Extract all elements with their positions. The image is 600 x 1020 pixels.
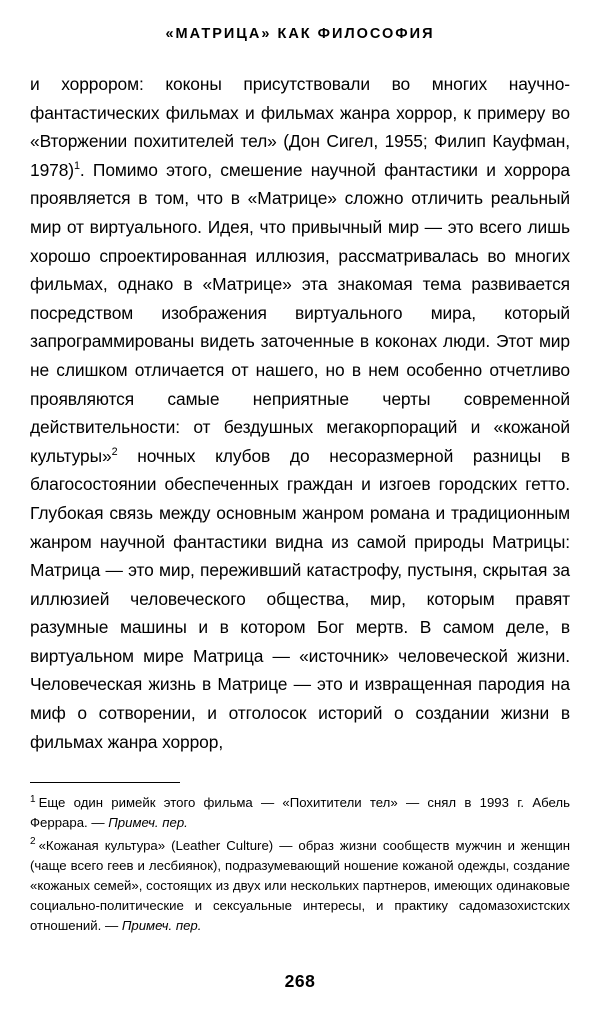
footnote-separator <box>30 782 180 783</box>
page-number: 268 <box>284 971 316 991</box>
footnote-marker: 2 <box>30 836 36 848</box>
footnote-ref-2[interactable]: 2 <box>111 445 118 458</box>
footnote-item <box>30 836 570 937</box>
body-text-part-2: . Помимо этого, смешение научной фантастики и хоррора проявляется в том, что в «Матрице» сложно отличить реальный мир от виртуального. Идея, что привычный мир — это всего лишь хорошо спроектированная иллюзия, рассматривалась во многих фильмах, однако в «Матрице» эта знакомая тема развивается посредством изображения виртуального мира, который запрограммированы видеть заточенные в коконах люди. Этот мир не слишком отличается от нашего, но в нем особенно отчетливо проявляются самые неприятные черты современной действительности: от бездушных мегакорпораций и «кожаной культуры» <box>30 159 570 466</box>
footnote-attribution: Примеч. пер. <box>108 815 188 831</box>
footnote-text: Еще один римейк этого фильма — «Похитители тел» — снял в 1993 г. Абель Феррара. — <box>30 795 570 831</box>
footnote-ref-1[interactable]: 1 <box>73 159 80 172</box>
footnote-item <box>30 793 570 833</box>
body-text-part-3: ночных клубов до несоразмерной разницы в благосостоянии обеспеченных граждан и изгоев городских гетто. Глубокая связь между основным жанром романа и традиционным жанром научной фантастики видна из самой природы Матрицы: Матрица — это мир, переживший катастрофу, пустыня, скрытая за иллюзией человеческого общества, мир, которым правят разумные машины и в котором Бог мертв. В самом деле, в виртуальном мире Матрица — «источник» человеческой жизни. Человеческая жизнь в Матрице — это и извращенная пародия на миф о сотворении, и отголосок историй о создании жизни в фильмах жанра хоррор, <box>30 445 570 752</box>
footnote-marker: 1 <box>30 793 36 805</box>
running-head: «МАТРИЦА» КАК ФИЛОСОФИЯ <box>165 26 435 42</box>
footnote-text: «Кожаная культура» (Leather Culture) — образ жизни сообществ мужчин и женщин (чаще всего геев и лесбиянок), подразумевающий ношение кожаной одежды, создание «кожаных семей», состоящих из двух или нескольких партнеров, имеющих одинаковые социально-политические и сексуальные интересы, и практику садомазохистских отношений. — <box>30 837 570 934</box>
body-paragraph <box>30 70 570 756</box>
body-text-block <box>30 70 570 756</box>
body-text-part-1: и хоррором: коконы присутствовали во многих научно-фантастических фильмах и фильмах жанра хоррор, к примеру во «Вторжении похитителей тел» (Дон Сигел, 1955; Филип Кауфман, 1978) <box>30 74 570 180</box>
footnotes-block <box>30 793 570 936</box>
footnote-attribution: Примеч. пер. <box>121 918 202 934</box>
